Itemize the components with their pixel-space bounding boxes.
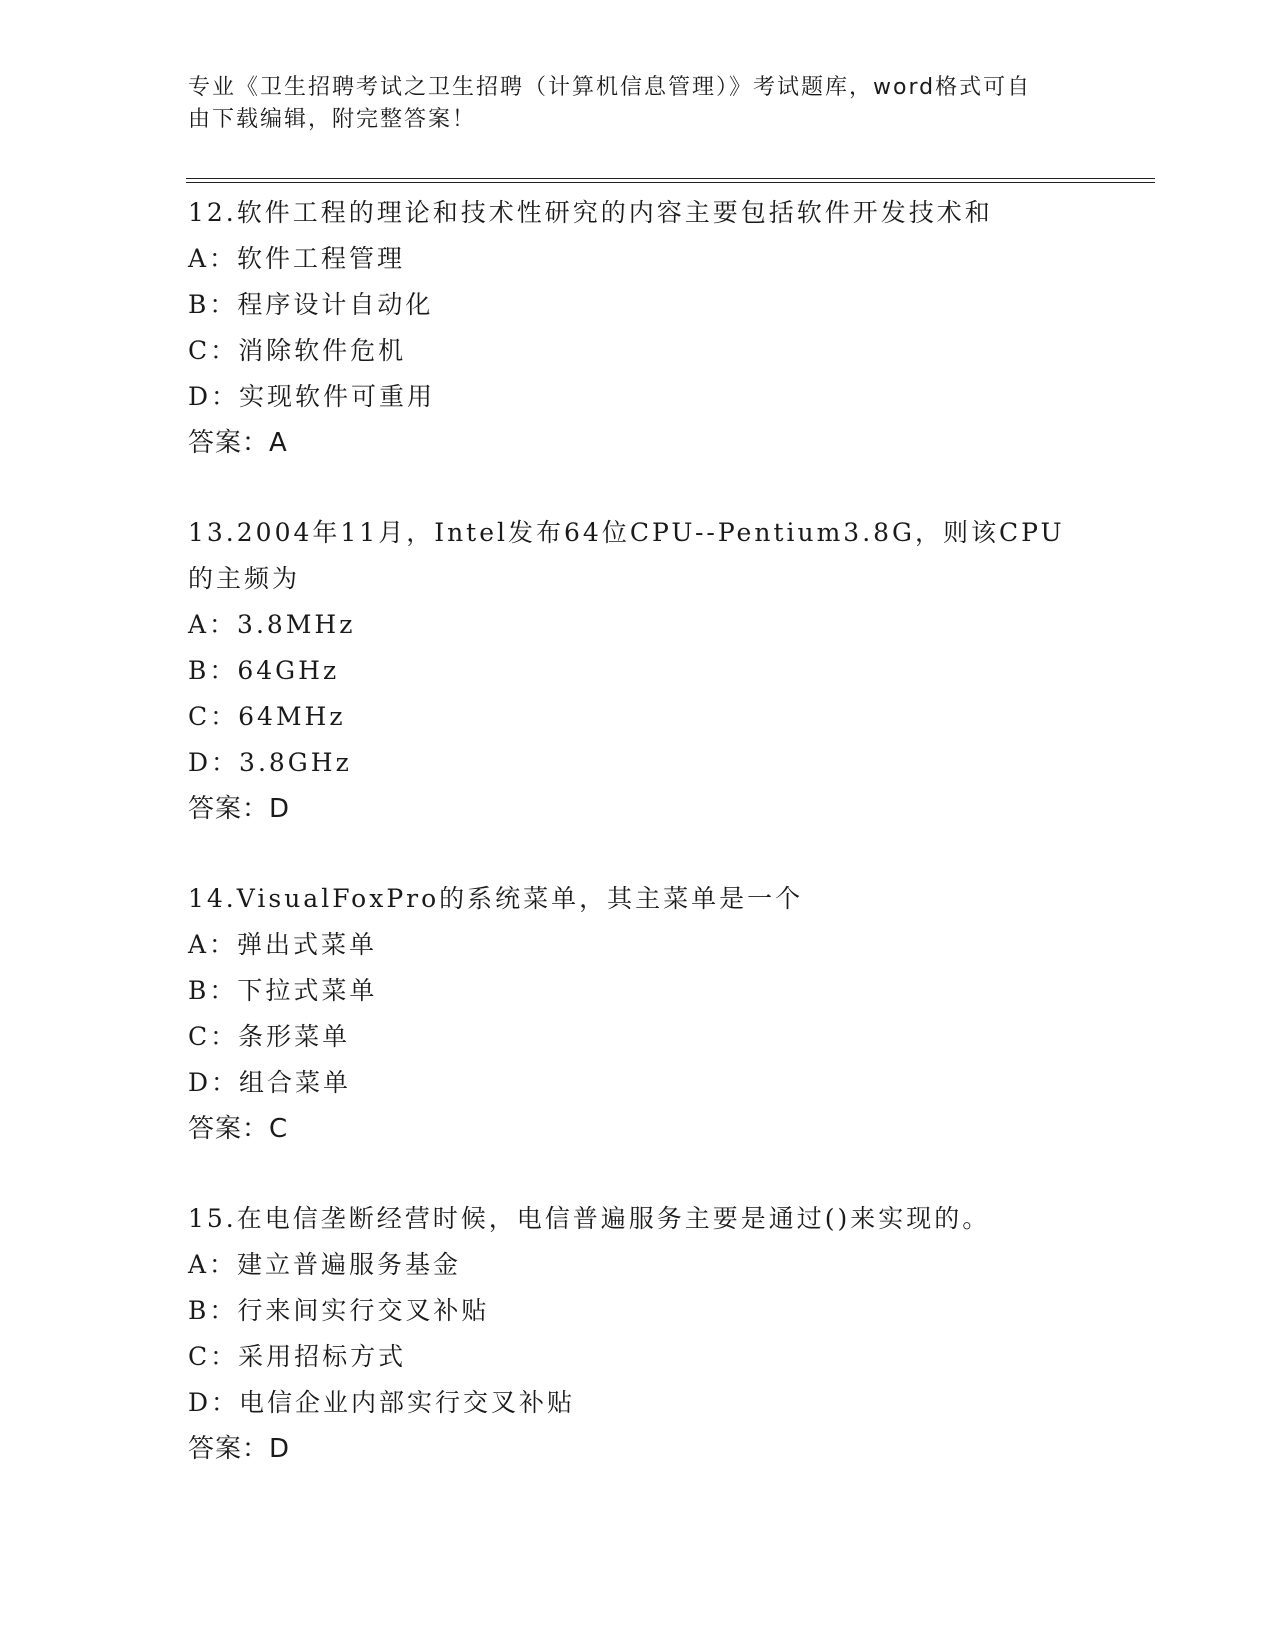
question-text: 13.2004年11月，Intel发布64位CPU--Pentium3.8G，则该CPU的主频为 [188, 518, 1065, 593]
option-b: B：64GHz [188, 656, 340, 685]
option-b: B：下拉式菜单 [188, 976, 378, 1005]
option-a: A：3.8MHz [188, 610, 356, 639]
option-c: C：64MHz [188, 702, 346, 731]
option-a: A：建立普遍服务基金 [188, 1250, 462, 1279]
answer: 答案：D [188, 794, 291, 824]
question-text: 15.在电信垄断经营时候，电信普遍服务主要是通过()来实现的。 [188, 1204, 991, 1233]
question-14 [188, 876, 1088, 1152]
header-line-2: 由下载编辑，附完整答案！ [188, 107, 477, 132]
option-c: C：采用招标方式 [188, 1342, 407, 1371]
question-12 [188, 190, 1088, 466]
question-text: 14.VisualFoxPro的系统菜单，其主菜单是一个 [188, 884, 804, 913]
option-a: A：弹出式菜单 [188, 930, 378, 959]
header-line-1: 专业《卫生招聘考试之卫生招聘（计算机信息管理）》考试题库，word格式可自 [188, 75, 1032, 100]
option-a: A：软件工程管理 [188, 244, 406, 273]
option-b: B：行来间实行交叉补贴 [188, 1296, 490, 1325]
option-d: D：实现软件可重用 [188, 382, 436, 411]
option-d: D：组合菜单 [188, 1068, 352, 1097]
question-13 [188, 510, 1088, 832]
option-d: D：电信企业内部实行交叉补贴 [188, 1388, 576, 1417]
question-text: 12.软件工程的理论和技术性研究的内容主要包括软件开发技术和 [188, 198, 993, 227]
option-b: B：程序设计自动化 [188, 290, 434, 319]
option-c: C：条形菜单 [188, 1022, 351, 1051]
question-list [188, 190, 1088, 1516]
document-header [188, 72, 1068, 136]
option-c: C：消除软件危机 [188, 336, 407, 365]
header-divider-top [186, 178, 1155, 179]
answer: 答案：D [188, 1434, 291, 1464]
option-d: D：3.8GHz [188, 748, 352, 777]
header-divider-bottom [186, 182, 1155, 183]
answer: 答案：C [188, 1114, 289, 1144]
question-15 [188, 1196, 1088, 1472]
answer: 答案：A [188, 428, 288, 458]
